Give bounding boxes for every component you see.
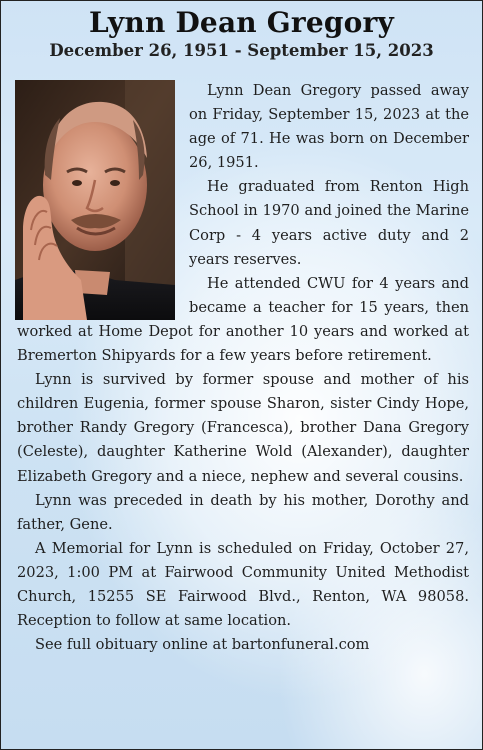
obituary-body xyxy=(17,79,469,657)
paragraph-education-service: He graduated from Renton High School in 1970 and joined the Marine Corp - 4 years active duty and 2 years reserves. xyxy=(189,178,469,268)
deceased-name-title: Lynn Dean Gregory xyxy=(89,6,394,39)
photo-wrap-spacer xyxy=(17,79,189,315)
paragraph-career: He attended CWU for 4 years and became a teacher for 15 years, then worked at Home Depot for another 10 years and worked at Bremerton Shipyards for a few years before retirement. xyxy=(17,274,469,365)
paragraph-survivors: Lynn is survived by former spouse and mother of his children Eugenia, former spouse Sharon, sister Cindy Hope, brother Randy Gregory (Francesca), brother Dana Gregory (Celeste), daughter Katherine Wold (Alexander), daughter Elizabeth Gregory and a niece, nephew and several cousins. xyxy=(17,371,469,485)
paragraph-memorial: A Memorial for Lynn is scheduled on Friday, October 27, 2023, 1:00 PM at Fairwood Community United Methodist Church, 15255 SE Fairwood Blvd., Renton, WA 98058. Reception to follow at same location. xyxy=(17,539,469,630)
paragraph-passing: Lynn Dean Gregory passed away on Friday, September 15, 2023 at the age of 71. He was born on December 26, 1951. xyxy=(189,82,469,172)
paragraph-preceded: Lynn was preceded in death by his mother, Dorothy and father, Gene. xyxy=(17,491,469,533)
paragraph-online-obituary: See full obituary online at bartonfuneral.com xyxy=(35,636,370,654)
life-dates: December 26, 1951 - September 15, 2023 xyxy=(49,41,434,60)
